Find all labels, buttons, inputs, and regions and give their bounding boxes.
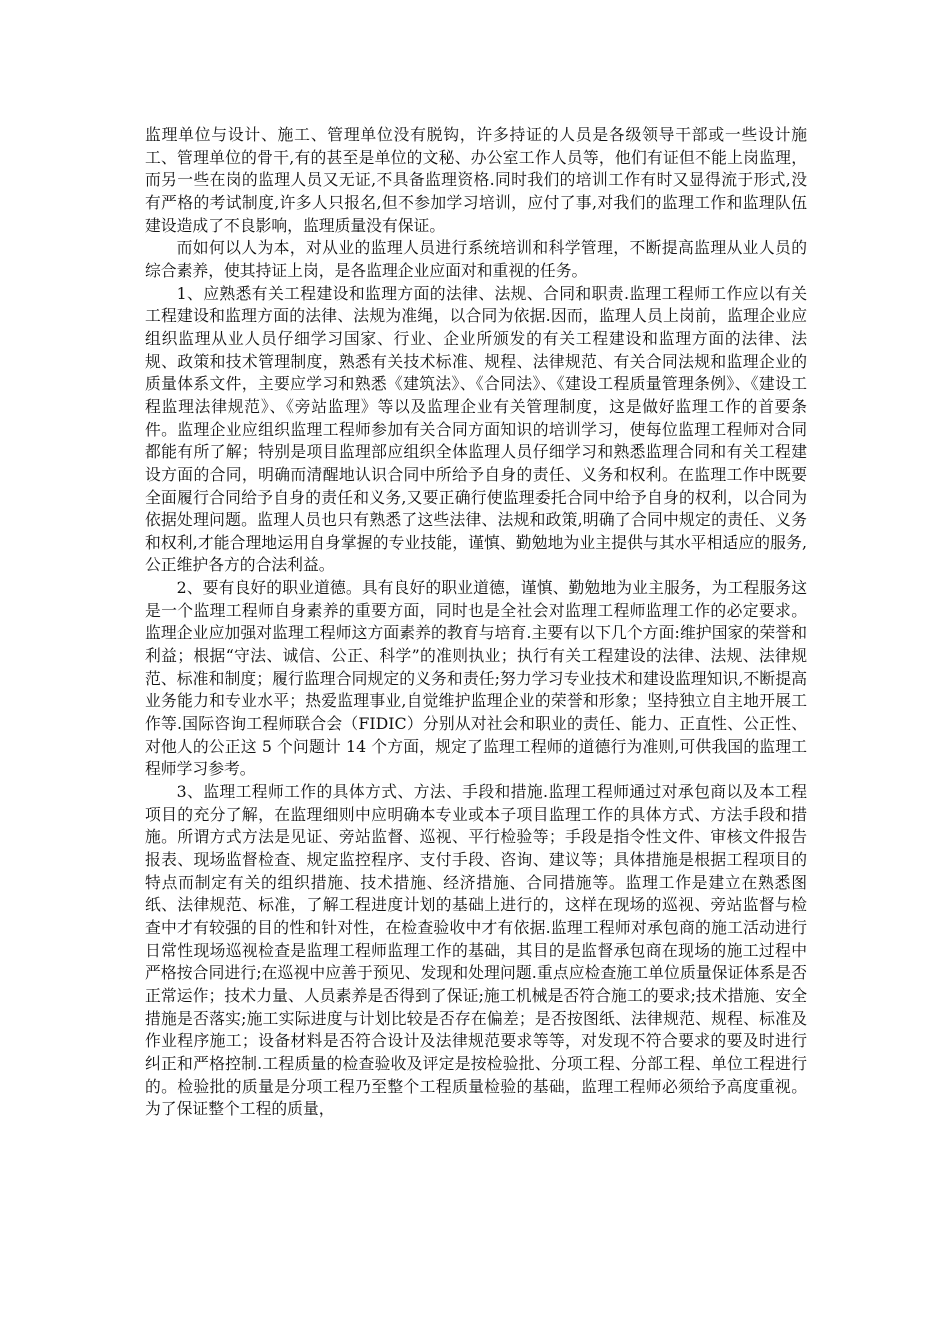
paragraph-1: 监理单位与设计、施工、管理单位没有脱钩，许多持证的人员是各级领导干部或一些设计施工、管理单位的骨干,有的甚至是单位的文秘、办公室工作人员等，他们有证但不能上岗监理，而另一些在岗的监理人员又无证,不具备监理资格.同时我们的培训工作有时又显得流于形式,没有严格的考试制度,许多人只报名,但不参加学习培训，应付了事,对我们的监理工作和监理队伍建设造成了不良影响，监理质量没有保证。 xyxy=(145,125,807,235)
paragraph-2: 而如何以人为本，对从业的监理人员进行系统培训和科学管理，不断提高监理从业人员的综合素养，使其持证上岗，是各监理企业应面对和重视的任务。 xyxy=(145,238,807,280)
paragraph-4: 2、要有良好的职业道德。具有良好的职业道德，谨慎、勤勉地为业主服务，为工程服务这是一个监理工程师自身素养的重要方面，同时也是全社会对监理工程师监理工作的必定要求。监理企业应加强对监理工程师这方面素养的教育与培育.主要有以下几个方面:维护国家的荣誉和利益；根据“守法、诚信、公正、科学”的准则执业；执行有关工程建设的法律、法规、法律规范、标准和制度；履行监理合同规定的义务和责任;努力学习专业技术和建设监理知识,不断提高业务能力和专业水平；热爱监理事业,自觉维护监理企业的荣誉和形象；坚持独立自主地开展工作等.国际咨询工程师联合会（FIDIC）分别从对社会和职业的责任、能力、正直性、公正性、对他人的公正这 5 个问题计 14 个方面，规定了监理工程师的道德行为准则,可供我国的监理工程师学习参考。 xyxy=(145,578,807,779)
paragraph-3: 1、应熟悉有关工程建设和监理方面的法律、法规、合同和职责.监理工程师工作应以有关工程建设和监理方面的法律、法规为准绳，以合同为依据.因而，监理人员上岗前，监理企业应组织监理从业人员仔细学习国家、行业、企业所颁发的有关工程建设和监理方面的法律、法规、政策和技术管理制度，熟悉有关技术标准、规程、法律规范、有关合同法规和监理企业的质量体系文件，主要应学习和熟悉《建筑法》、《合同法》、《建设工程质量管理条例》、《建设工程监理法律规范》、《旁站监理》等以及监理企业有关管理制度，这是做好监理工作的首要条件。监理企业应组织监理工程师参加有关合同方面知识的培训学习，使每位监理工程师对合同都能有所了解；特别是项目监理部应组织全体监理人员仔细学习和熟悉监理合同和有关工程建设方面的合同，明确而清醒地认识合同中所给予自身的责任、义务和权利。在监理工作中既要全面履行合同给予自身的责任和义务,又要正确行使监理委托合同中给予自身的权利，以合同为依据处理问题。监理人员也只有熟悉了这些法律、法规和政策,明确了合同中规定的责任、义务和权利,才能合理地运用自身掌握的专业技能，谨慎、勤勉地为业主提供与其水平相适应的服务,公正维护各方的合法利益。 xyxy=(145,283,807,575)
paragraph-5: 3、监理工程师工作的具体方式、方法、手段和措施.监理工程师通过对承包商以及本工程项目的充分了解，在监理细则中应明确本专业或本子项目监理工作的具体方式、方法手段和措施。所谓方式方法是见证、旁站监督、巡视、平行检验等；手段是指令性文件、审核文件报告报表、现场监督检查、规定监控程序、支付手段、咨询、建议等；具体措施是根据工程项目的特点而制定有关的组织措施、技术措施、经济措施、合同措施等。监理工作是建立在熟悉图纸、法律规范、标准，了解工程进度计划的基础上进行的，这样在现场的巡视、旁站监督与检查中才有较强的目的性和针对性，在检查验收中才有依据.监理工程师对承包商的施工活动进行日常性现场巡视检查是监理工程师监理工作的基础，其目的是监督承包商在现场的施工过程中严格按合同进行;在巡视中应善于预见、发现和处理问题.重点应检查施工单位质量保证体系是否正常运作；技术力量、人员素养是否得到了保证;施工机械是否符合施工的要求;技术措施、安全措施是否落实;施工实际进度与计划比较是否存在偏差；是否按图纸、法律规范、规程、标准及作业程序施工；设备材料是否符合设计及法律规范要求等等，对发现不符合要求的要及时进行纠正和严格控制.工程质量的检查验收及评定是按检验批、分项工程、分部工程、单位工程进行的。检验批的质量是分项工程乃至整个工程质量检验的基础，监理工程师必须给予高度重视。为了保证整个工程的质量， xyxy=(145,782,807,1119)
document-page xyxy=(145,124,807,1121)
